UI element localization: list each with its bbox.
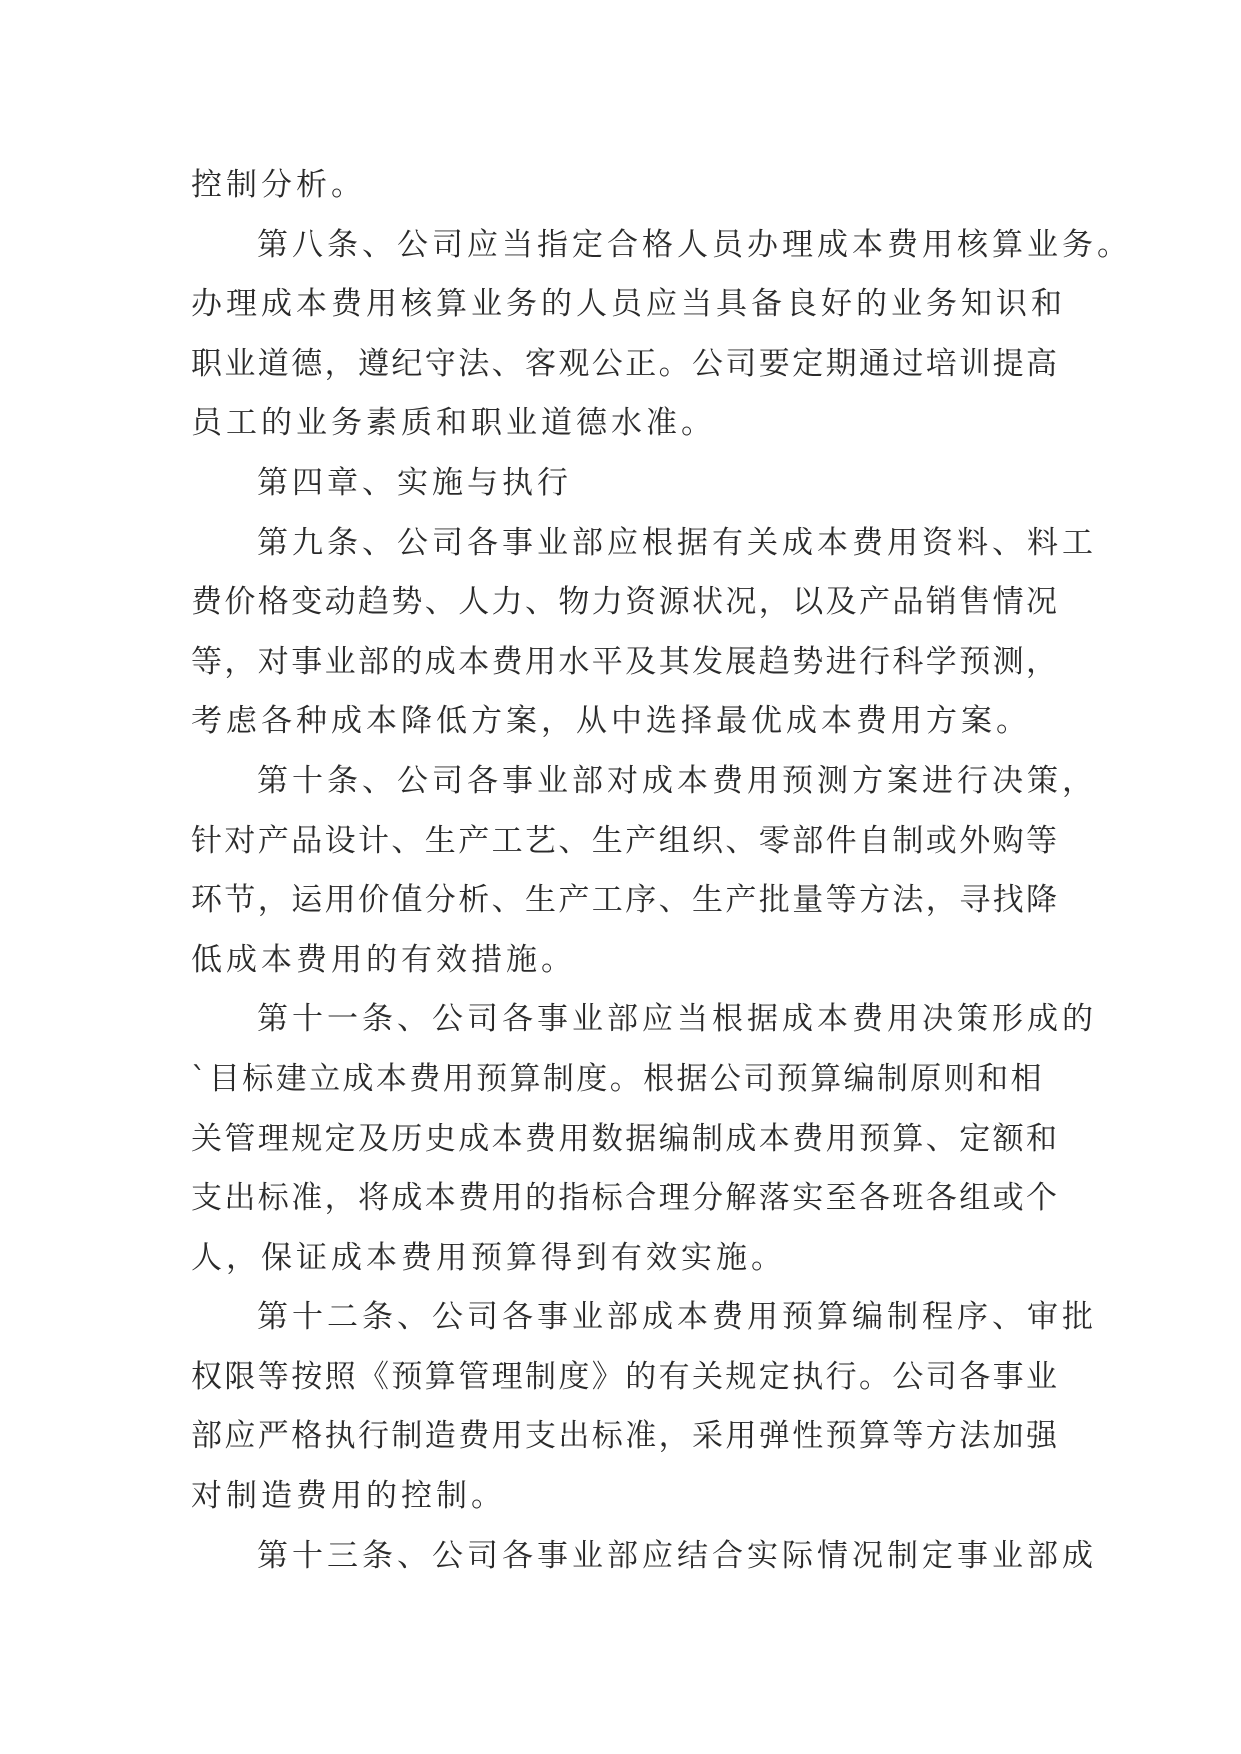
text-line: 部应严格执行制造费用支出标准，采用弹性预算等方法加强 xyxy=(191,1418,1060,1455)
text-line: 等，对事业部的成本费用水平及其发展趋势进行科学预测， xyxy=(191,643,1060,680)
text-line: 办理成本费用核算业务的人员应当具备良好的业务知识和 xyxy=(191,286,1066,323)
text-line: 费价格变动趋势、人力、物力资源状况，以及产品销售情况 xyxy=(191,584,1060,621)
article-12-heading-line: 第十二条、公司各事业部成本费用预算编制程序、审批 xyxy=(257,1299,1097,1336)
text-line: 环节，运用价值分析、生产工序、生产批量等方法，寻找降 xyxy=(191,882,1060,919)
document-body xyxy=(191,156,1132,1586)
text-line: `目标建立成本费用预算制度。根据公司预算编制原则和相 xyxy=(191,1060,1044,1097)
text-line: 控制分析。 xyxy=(191,167,366,203)
article-13-heading-line: 第十三条、公司各事业部应结合实际情况制定事业部成 xyxy=(257,1537,1097,1574)
article-8-heading-line: 第八条、公司应当指定合格人员办理成本费用核算业务。 xyxy=(257,226,1132,263)
text-line: 权限等按照《预算管理制度》的有关规定执行。公司各事业 xyxy=(191,1358,1060,1395)
text-line: 对制造费用的控制。 xyxy=(191,1478,506,1515)
text-line: 考虑各种成本降低方案，从中选择最优成本费用方案。 xyxy=(191,703,1031,740)
text-line: 针对产品设计、生产工艺、生产组织、零部件自制或外购等 xyxy=(191,822,1060,859)
text-line: 员工的业务素质和职业道德水准。 xyxy=(191,405,716,442)
text-line: 职业道德，遵纪守法、客观公正。公司要定期通过培训提高 xyxy=(191,345,1060,382)
chapter-4-heading: 第四章、实施与执行 xyxy=(257,464,572,501)
text-line: 关管理规定及历史成本费用数据编制成本费用预算、定额和 xyxy=(191,1120,1060,1157)
article-11-heading-line: 第十一条、公司各事业部应当根据成本费用决策形成的 xyxy=(257,1001,1097,1038)
article-9-heading-line: 第九条、公司各事业部应根据有关成本费用资料、料工 xyxy=(257,524,1097,561)
text-line: 支出标准，将成本费用的指标合理分解落实至各班各组或个 xyxy=(191,1180,1060,1217)
article-10-heading-line: 第十条、公司各事业部对成本费用预测方案进行决策， xyxy=(257,762,1097,799)
text-line: 低成本费用的有效措施。 xyxy=(191,941,576,978)
text-line: 人，保证成本费用预算得到有效实施。 xyxy=(191,1239,786,1276)
